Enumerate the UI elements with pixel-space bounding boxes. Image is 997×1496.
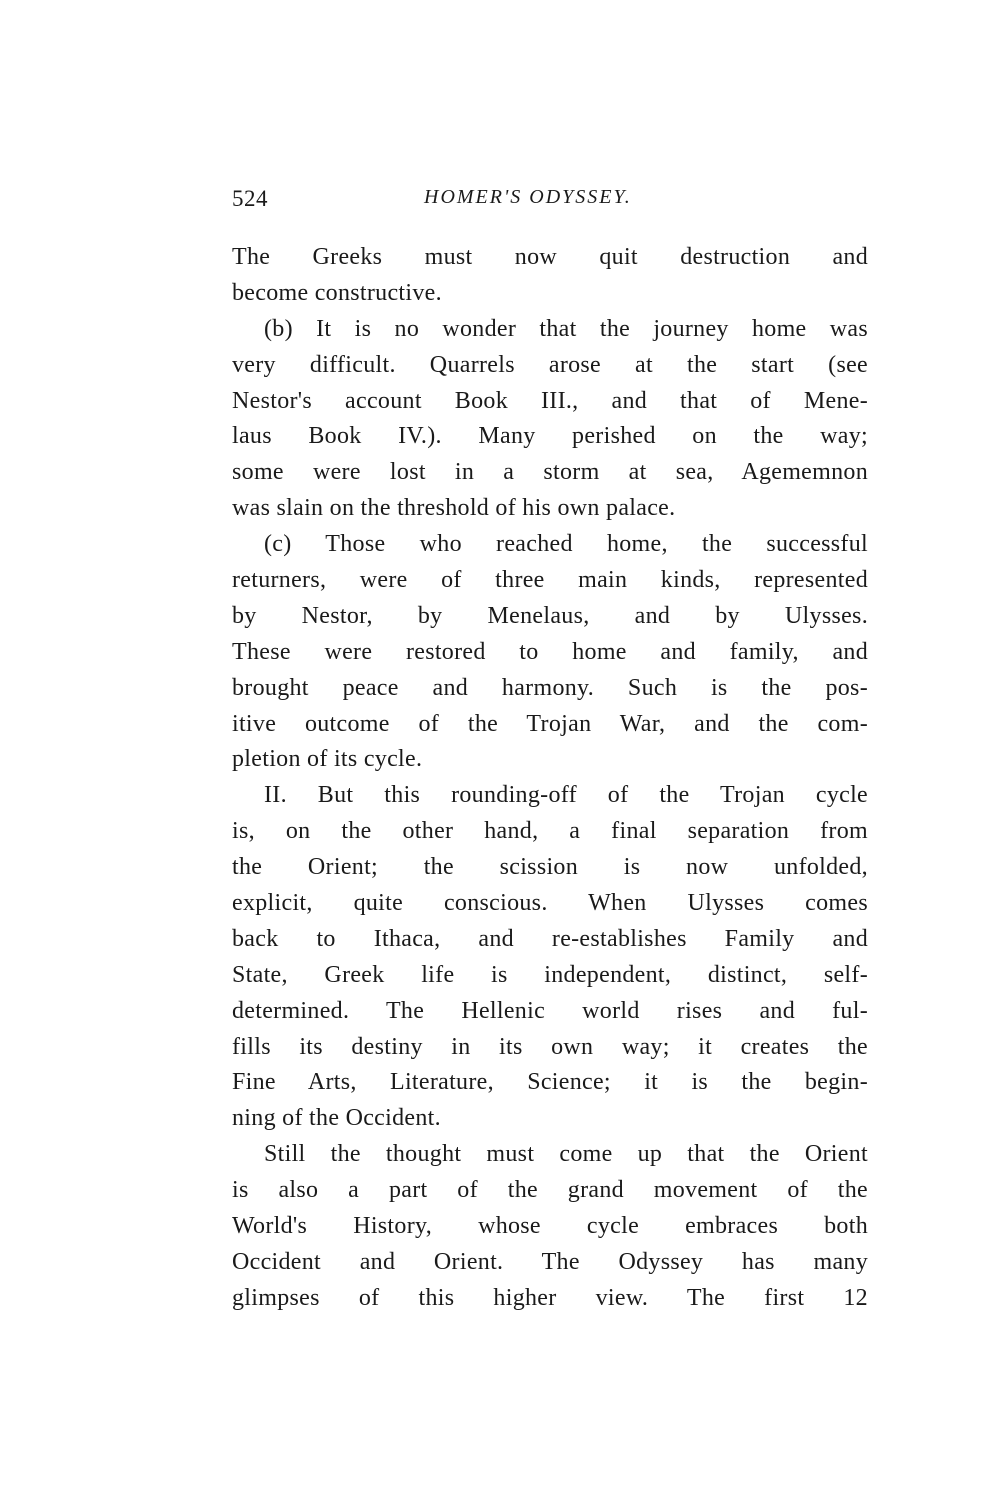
running-title: HOMER'S ODYSSEY. (424, 186, 632, 208)
text-line: World's History, whose cycle embraces both (232, 1213, 868, 1240)
text-line: is also a part of the grand movement of the (232, 1177, 868, 1204)
text-line: II. But this rounding-off of the Trojan cycle (264, 782, 868, 809)
text-line: laus Book IV.). Many perished on the way; (232, 423, 868, 450)
text-line: back to Ithaca, and re-establishes Family and (232, 925, 868, 952)
text-line: These were restored to home and family, and (232, 638, 868, 665)
text-line: Fine Arts, Literature, Science; it is the begin- (232, 1069, 868, 1096)
page-number: 524 (232, 186, 268, 211)
text-line: itive outcome of the Trojan War, and the com- (232, 710, 868, 737)
text-line: become constructive. (232, 279, 442, 306)
text-line: very difficult. Quarrels arose at the start (see (232, 351, 868, 378)
body-text (232, 240, 868, 1317)
text-line: Nestor's account Book III., and that of Mene- (232, 387, 868, 414)
text-line: returners, were of three main kinds, represented (232, 567, 868, 594)
running-header (232, 186, 868, 216)
text-line: (c) Those who reached home, the successful (264, 531, 868, 558)
text-line: The Greeks must now quit destruction and (232, 244, 868, 270)
text-line: glimpses of this higher view. The first 12 (232, 1284, 868, 1311)
text-line: Occident and Orient. The Odyssey has many (232, 1248, 868, 1275)
text-line: State, Greek life is independent, distinct, self- (232, 961, 868, 988)
text-line: brought peace and harmony. Such is the pos- (232, 674, 868, 701)
text-line: explicit, quite conscious. When Ulysses comes (232, 890, 868, 917)
text-line: ning of the Occident. (232, 1105, 441, 1132)
text-line: by Nestor, by Menelaus, and by Ulysses. (232, 602, 868, 629)
text-line: is, on the other hand, a final separation from (232, 818, 868, 845)
text-line: pletion of its cycle. (232, 746, 423, 773)
text-line: determined. The Hellenic world rises and ful- (232, 997, 868, 1024)
text-line: (b) It is no wonder that the journey home was (264, 315, 868, 342)
text-line: some were lost in a storm at sea, Agememnon (232, 459, 868, 486)
text-line: was slain on the threshold of his own palace. (232, 495, 676, 522)
text-line: fills its destiny in its own way; it creates the (232, 1033, 868, 1060)
text-line: the Orient; the scission is now unfolded, (232, 854, 868, 881)
text-line: Still the thought must come up that the Orient (264, 1141, 868, 1168)
